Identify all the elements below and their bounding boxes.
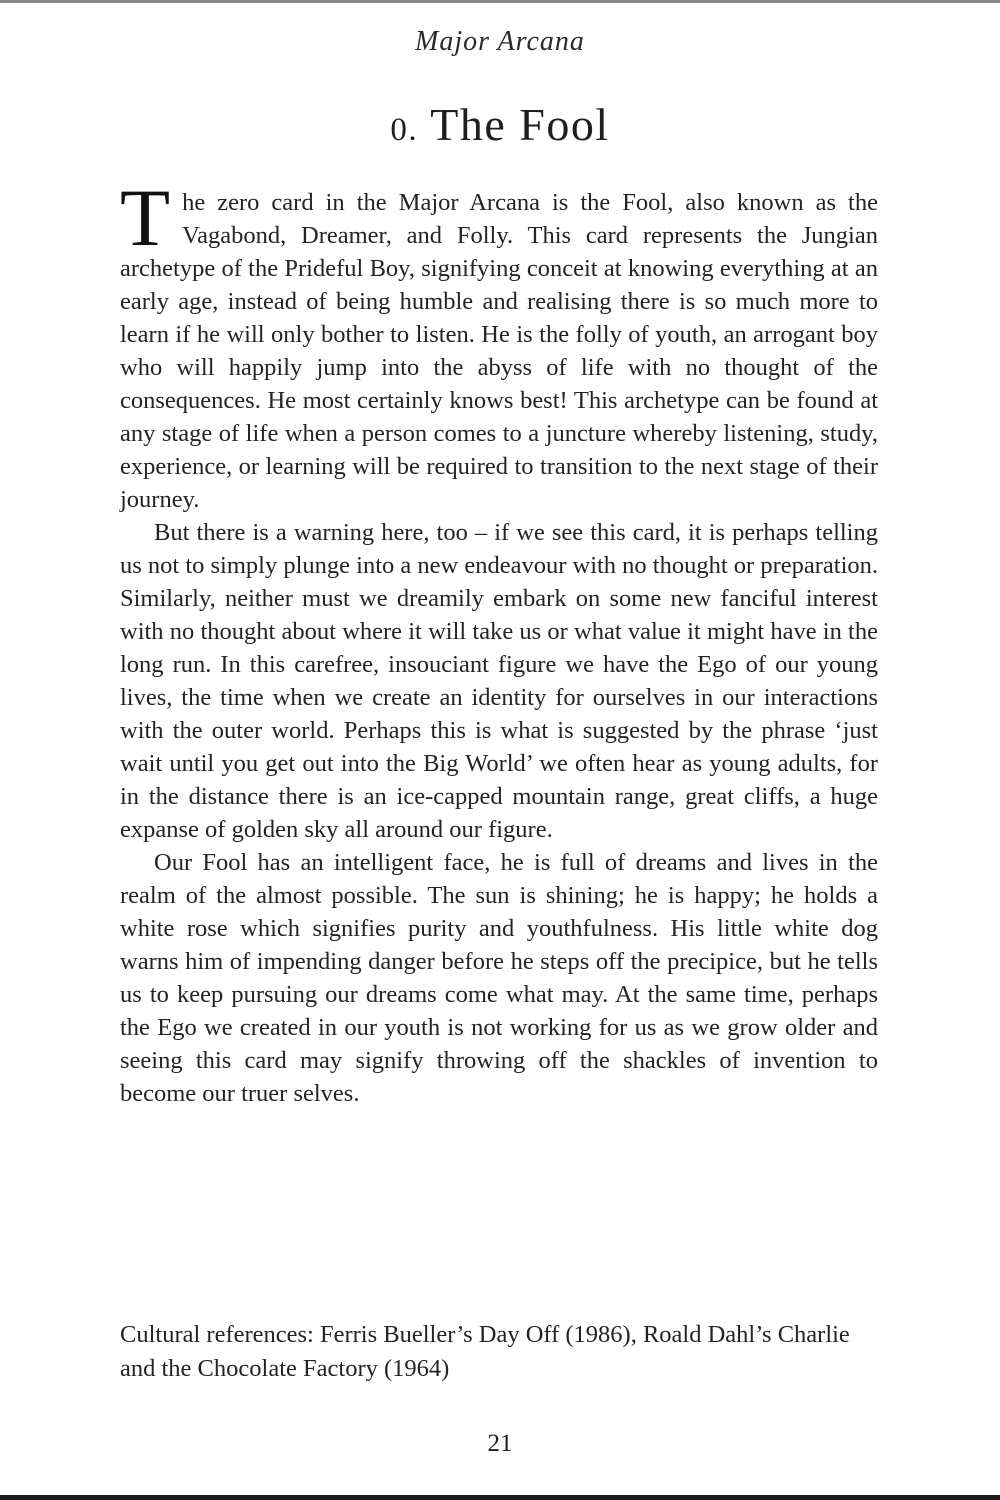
- paragraph-text: he zero card in the Major Arcana is the Fool, also known as the Vagabond, Dreamer, and Folly. This card represents the Jungian archetype of the Prideful Boy, signifying conceit at knowing everything at an early age, instead of being humble and realising there is so much more to learn if he will only bother to listen. He is the folly of youth, an arrogant boy who will happily jump into the abyss of life with no thought of the consequences. He most certainly knows best! This archetype can be found at any stage of life when a person comes to a juncture whereby listening, study, experience, or learning will be required to transition to the next stage of their journey.: [120, 189, 878, 513]
- chapter-name: The Fool: [418, 99, 610, 150]
- paragraph: Our Fool has an intelligent face, he is full of dreams and lives in the realm of the almost possible. The sun is shining; he is happy; he holds a white rose which signifies purity and youthfulness. His little white dog warns him of impending danger before he steps off the precipice, but he tells us to keep pursuing our dreams come what may. At the same time, perhaps the Ego we created in our youth is not working for us as we grow older and seeing this card may signify throwing off the shackles of invention to become our truer selves.: [120, 849, 878, 1107]
- top-rule: [0, 0, 1000, 3]
- cultural-references: Cultural references: Ferris Bueller’s Day Off (1986), Roald Dahl’s Charlie and the Chocolate Factory (1964): [120, 1321, 850, 1382]
- running-head: Major Arcana: [415, 26, 585, 57]
- page-number: 21: [487, 1430, 513, 1457]
- chapter-title: [0, 98, 1000, 151]
- paragraph: [120, 172, 878, 516]
- dropcap: T: [120, 172, 171, 263]
- bottom-rule: [0, 1495, 1000, 1500]
- chapter-number: 0.: [390, 112, 419, 148]
- body-text: [120, 172, 879, 1110]
- paragraph: But there is a warning here, too – if we see this card, it is perhaps telling us not to simply plunge into a new endeavour with no thought or preparation. Similarly, neither must we dreamily embark on some new fanciful interest with no thought about where it will take us or what value it might have in the long run. In this carefree, insouciant figure we have the Ego of our young lives, the time when we create an identity for ourselves in our interactions with the outer world. Perhaps this is what is suggested by the phrase ‘just wait until you get out into the Big World’ we often hear as young adults, for in the distance there is an ice-capped mountain range, great cliffs, a huge expanse of golden sky all around our figure.: [120, 519, 879, 843]
